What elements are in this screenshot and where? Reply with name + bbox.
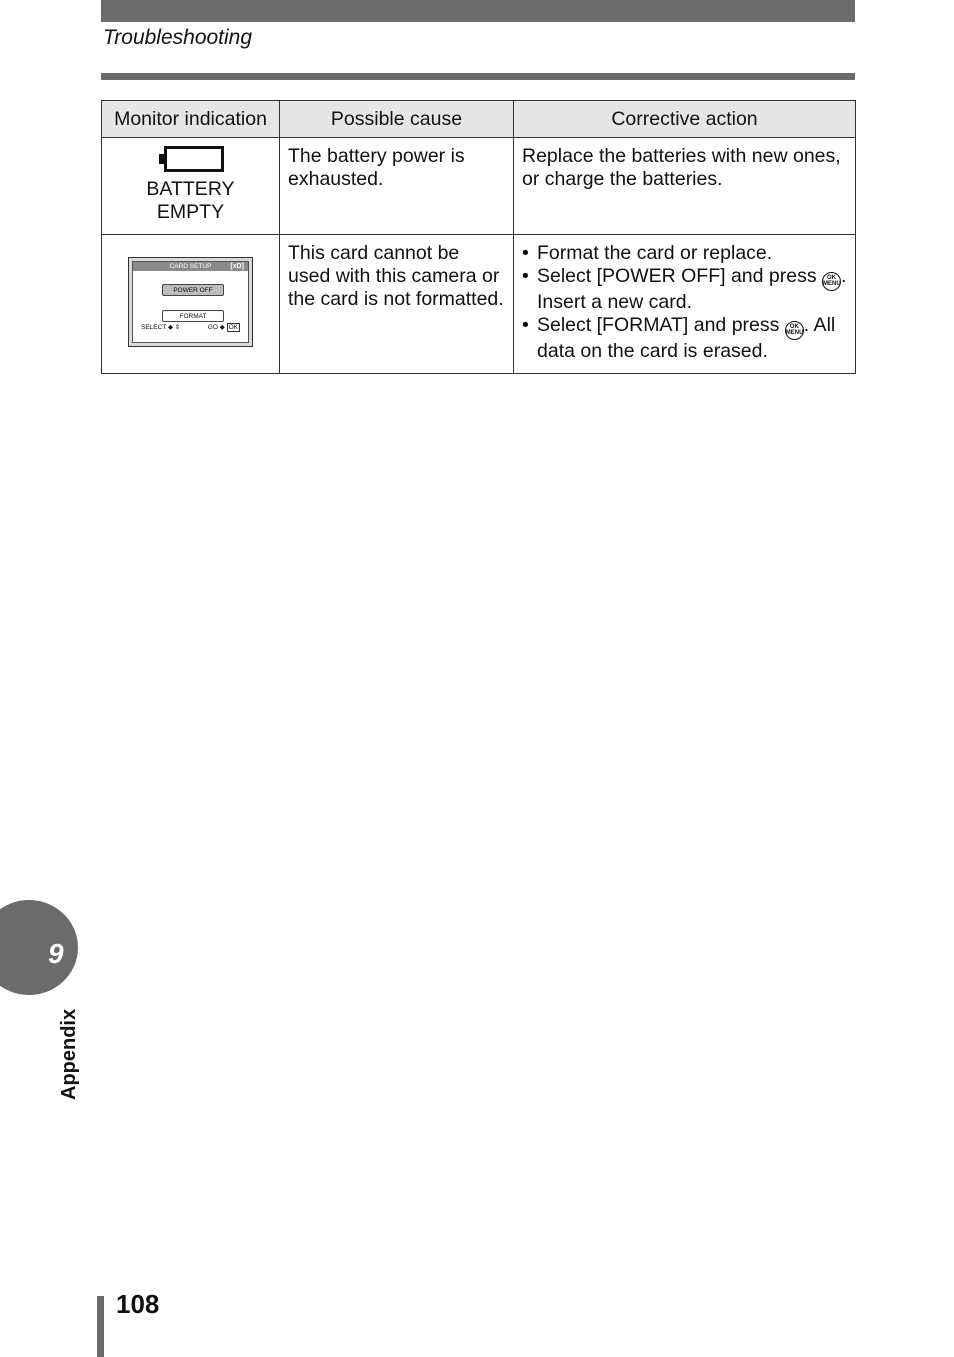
chapter-label: Appendix [58, 1008, 80, 1100]
action-item: • Select [POWER OFF] and press OK MENU . Insert a new card. [522, 265, 847, 314]
page-number-bar [97, 1296, 104, 1357]
monitor-cell [102, 138, 280, 235]
arrow-icon: ◆ [167, 324, 173, 331]
cause-cell: This card cannot be used with this camera or the card is not formatted. [280, 235, 514, 374]
updown-icon: ⇕ [174, 324, 181, 331]
ok-menu-button-icon: OK MENU [785, 321, 804, 340]
indicator-label-line2: EMPTY [156, 201, 225, 223]
lcd-footer-go: GO ◆ OK [207, 324, 238, 331]
chapter-number: 9 [48, 938, 64, 969]
chapter-tab [0, 900, 78, 995]
section-title: Troubleshooting [103, 26, 253, 49]
battery-empty-icon [164, 146, 224, 172]
ok-key-icon: OK [228, 324, 238, 331]
lcd-option-format: FORMAT [162, 310, 224, 322]
action-cell: Replace the batteries with new ones, or charge the batteries. [514, 138, 856, 235]
column-header-monitor: Monitor indication [102, 101, 280, 138]
indicator-label-line1: BATTERY [146, 178, 235, 200]
header-bar [101, 0, 855, 22]
header-rule [101, 73, 855, 80]
lcd-title: CARD SETUP [133, 262, 248, 271]
lcd-option-power-off: POWER OFF [162, 284, 224, 296]
column-header-cause: Possible cause [280, 101, 514, 138]
column-header-action: Corrective action [514, 101, 856, 138]
page-number: 108 [116, 1289, 160, 1319]
action-list [522, 242, 847, 363]
arrow-icon: ◆ [219, 324, 225, 331]
table-row [102, 138, 856, 235]
action-item: • Select [FORMAT] and press OK MENU . All data on the card is erased. [522, 314, 847, 363]
card-setup-screen [128, 257, 253, 347]
action-cell [514, 235, 856, 374]
lcd-footer-select: SELECT ◆ ⇕ [141, 324, 181, 331]
action-item: • Format the card or replace. [522, 242, 847, 265]
ok-menu-button-icon: OK MENU [822, 272, 841, 291]
monitor-cell [102, 235, 280, 374]
troubleshooting-table [101, 100, 856, 374]
cause-cell: The battery power is exhausted. [280, 138, 514, 235]
table-row [102, 235, 856, 374]
table-header-row [102, 101, 856, 138]
xd-card-icon: [xD] [230, 263, 244, 270]
